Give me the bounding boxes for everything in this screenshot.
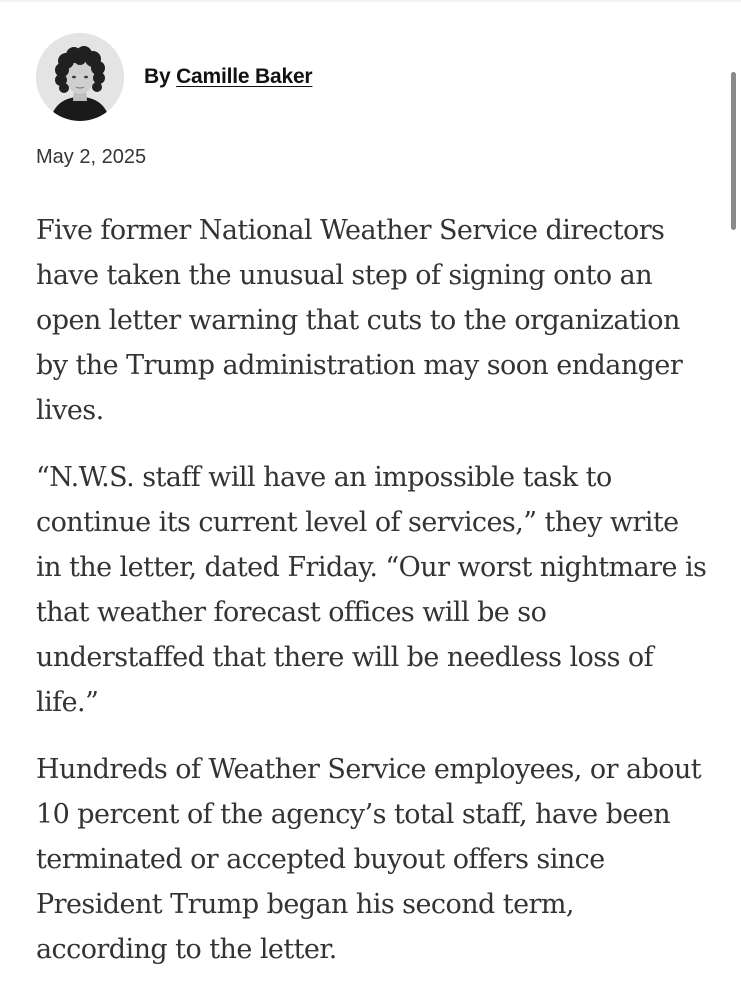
top-divider <box>0 0 741 2</box>
scrollbar[interactable] <box>731 72 736 230</box>
author-avatar[interactable] <box>36 33 124 121</box>
paragraph: “N.W.S. staff will have an impossible task to continue its current level of services,” they write in the letter, dated Friday. “Our worst nightmare is that weather forecast offices will be so understaffed that there will be needless loss of life.” <box>36 462 707 718</box>
author-link[interactable]: Camille Baker <box>176 65 313 88</box>
byline <box>36 33 312 121</box>
paragraph: Five former National Weather Service directors have taken the unusual step of signing onto an open letter warning that cuts to the organization by the Trump administration may soon endanger lives. <box>36 215 683 426</box>
article-body <box>36 208 711 994</box>
paragraph: Hundreds of Weather Service employees, or about 10 percent of the agency’s total staff, have been terminated or accepted buyout offers since President Trump began his second term, according to the letter. <box>36 754 702 965</box>
byline-text <box>144 65 312 89</box>
author-portrait-icon <box>36 33 124 121</box>
byline-prefix: By <box>144 65 171 88</box>
publish-date: May 2, 2025 <box>36 146 147 168</box>
